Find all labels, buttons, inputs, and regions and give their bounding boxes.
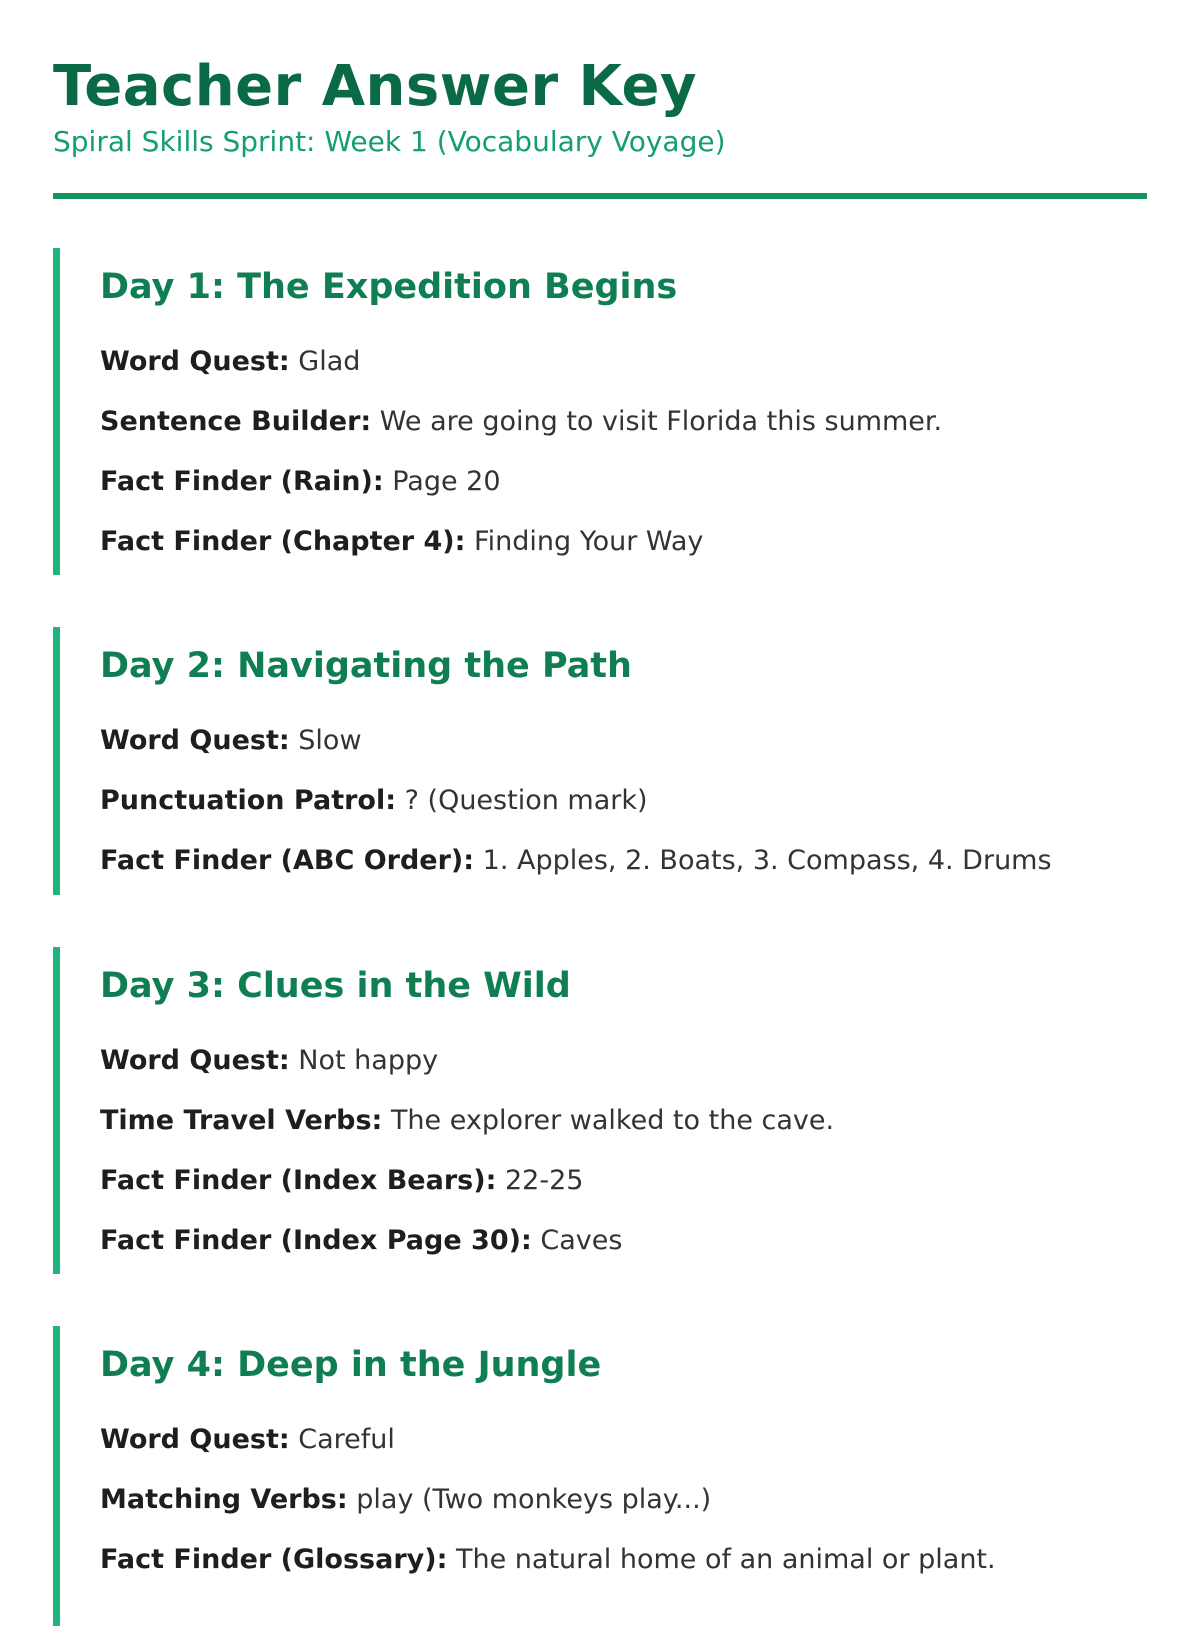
answer-label: Word Quest:	[100, 725, 290, 756]
answer-item	[100, 464, 1147, 524]
answer-label: Fact Finder (Rain):	[100, 466, 384, 497]
answer-value: Careful	[298, 1424, 395, 1455]
answer-item	[100, 1542, 1147, 1602]
answer-item	[100, 1422, 1147, 1482]
answer-label: Matching Verbs:	[100, 1484, 348, 1515]
day-1-section	[53, 248, 1147, 575]
answer-value: The natural home of an animal or plant.	[455, 1544, 996, 1575]
answer-item	[100, 344, 1147, 404]
answer-item	[100, 524, 1147, 584]
answer-label: Punctuation Patrol:	[100, 785, 397, 816]
answer-label: Fact Finder (Index Page 30):	[100, 1225, 532, 1256]
answer-value: Slow	[298, 725, 362, 756]
answer-value: We are going to visit Florida this summer.	[379, 406, 943, 437]
day-4-heading: Day 4: Deep in the Jungle	[100, 1345, 602, 1385]
page-title: Teacher Answer Key	[53, 54, 697, 119]
answer-item	[100, 404, 1147, 464]
answer-item	[100, 723, 1147, 783]
answer-label: Time Travel Verbs:	[100, 1105, 383, 1136]
answer-item	[100, 843, 1147, 903]
answer-label: Word Quest:	[100, 346, 290, 377]
day-3-answers	[100, 1043, 1147, 1283]
answer-item	[100, 1163, 1147, 1223]
day-3-heading: Day 3: Clues in the Wild	[100, 966, 571, 1006]
answer-value: Page 20	[392, 466, 501, 497]
title-divider	[53, 193, 1147, 199]
answer-label: Fact Finder (Glossary):	[100, 1544, 448, 1575]
answer-value: 22-25	[504, 1165, 584, 1196]
day-1-heading: Day 1: The Expedition Begins	[100, 267, 678, 307]
day-4-answers	[100, 1422, 1147, 1602]
answer-label: Word Quest:	[100, 1045, 290, 1076]
answer-value: play (Two monkeys play...)	[356, 1484, 712, 1515]
answer-label: Fact Finder (Index Bears):	[100, 1165, 497, 1196]
answer-value: Glad	[298, 346, 361, 377]
answer-value: ? (Question mark)	[404, 785, 648, 816]
answer-value: The explorer walked to the cave.	[390, 1105, 835, 1136]
answer-item	[100, 1103, 1147, 1163]
day-1-answers	[100, 344, 1147, 584]
day-2-answers	[100, 723, 1147, 903]
page-subtitle: Spiral Skills Sprint: Week 1 (Vocabulary Voyage)	[53, 125, 726, 158]
answer-value: 1. Apples, 2. Boats, 3. Compass, 4. Drums	[482, 845, 1052, 876]
answer-key-document	[53, 52, 1147, 1575]
answer-item	[100, 783, 1147, 843]
answer-value: Finding Your Way	[474, 526, 704, 557]
day-3-section	[53, 947, 1147, 1274]
answer-item	[100, 1223, 1147, 1283]
answer-label: Word Quest:	[100, 1424, 290, 1455]
answer-label: Sentence Builder:	[100, 406, 372, 437]
day-2-heading: Day 2: Navigating the Path	[100, 646, 632, 686]
answer-label: Fact Finder (Chapter 4):	[100, 526, 466, 557]
day-2-section	[53, 627, 1147, 895]
answer-value: Caves	[540, 1225, 623, 1256]
answer-value: Not happy	[298, 1045, 439, 1076]
answer-item	[100, 1482, 1147, 1542]
answer-item	[100, 1043, 1147, 1103]
answer-label: Fact Finder (ABC Order):	[100, 845, 475, 876]
day-4-section	[53, 1326, 1147, 1626]
